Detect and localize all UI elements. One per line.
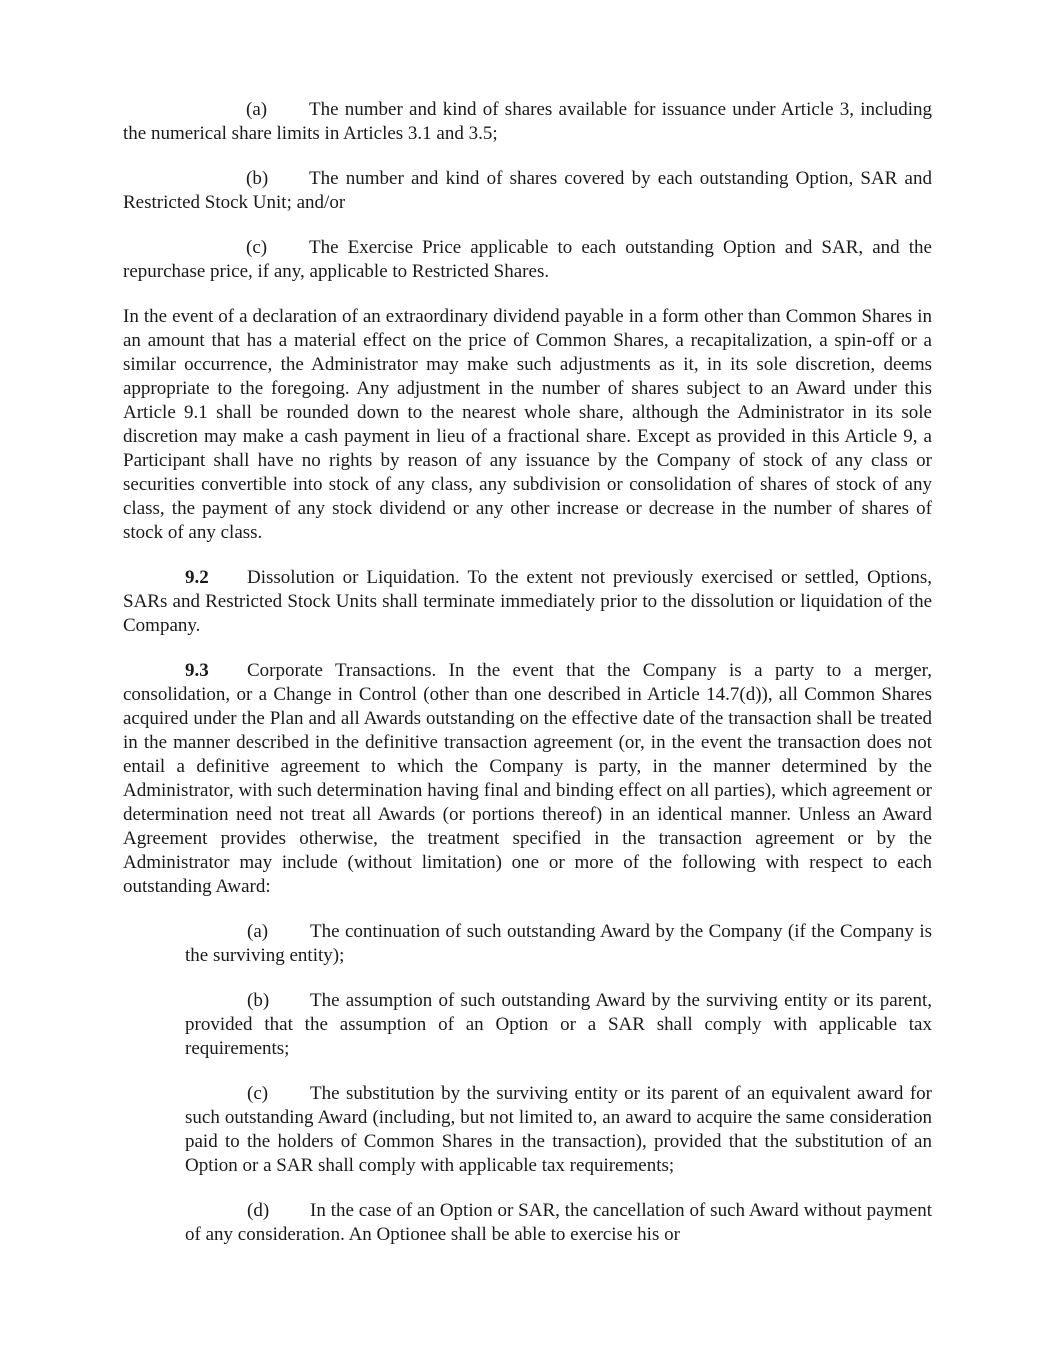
section-9-2 [123, 566, 932, 638]
list-item-label: (d) [247, 1200, 270, 1221]
list-item-text: In the case of an Option or SAR, the cancellation of such Award without payment of any consideration. An Optionee shall be able to exercise his or [185, 1200, 932, 1245]
list-item-sub-d [185, 1199, 932, 1247]
list-item-top-a [123, 98, 932, 146]
section-number: 9.3 [185, 660, 209, 681]
list-item-text: The continuation of such outstanding Award by the Company (if the Company is the surviving entity); [185, 921, 932, 966]
list-item-label: (b) [246, 168, 269, 189]
list-item-sub-c [185, 1082, 932, 1178]
list-item-text: The number and kind of shares available for issuance under Article 3, including the numerical share limits in Articles 3.1 and 3.5; [123, 99, 932, 144]
list-item-label: (c) [247, 1083, 269, 1104]
list-item-label: (a) [246, 99, 268, 120]
list-item-sub-a [185, 920, 932, 968]
list-item-text: The substitution by the surviving entity or its parent of an equivalent award for such outstanding Award (including, but not limited to, an award to acquire the same consideration paid to the holders of Common Shares in the transaction), provided that the substitution of an Option or a SAR shall comply with applicable tax requirements; [185, 1083, 932, 1176]
list-item-label: (c) [246, 237, 268, 258]
section-number: 9.2 [185, 567, 209, 588]
paragraph-adjustments: In the event of a declaration of an extraordinary dividend payable in a form other than Common Shares in an amount that has a material effect on the price of Common Shares, a recapitalization, a spin-off or a similar occurrence, the Administrator may make such adjustments as it, in its sole discretion, deems appropriate to the foregoing. Any adjustment in the number of shares subject to an Award under this Article 9.1 shall be rounded down to the nearest whole share, although the Administrator in its sole discretion may make a cash payment in lieu of a fractional share. Except as provided in this Article 9, a Participant shall have no rights by reason of any issuance by the Company of stock of any class or securities convertible into stock of any class, any subdivision or consolidation of shares of stock of any class, the payment of any stock dividend or any other increase or decrease in the number of shares of stock of any class. [123, 306, 932, 543]
list-item-sub-b [185, 989, 932, 1061]
list-item-label: (b) [247, 990, 270, 1011]
list-item-text: The assumption of such outstanding Award by the surviving entity or its parent, provided that the assumption of an Option or a SAR shall comply with applicable tax requirements; [185, 990, 932, 1059]
list-item-label: (a) [247, 921, 269, 942]
list-item-top-c [123, 236, 932, 284]
list-item-text: The Exercise Price applicable to each outstanding Option and SAR, and the repurchase price, if any, applicable to Restricted Shares. [123, 237, 932, 282]
section-text: Dissolution or Liquidation. To the extent not previously exercised or settled, Options, SARs and Restricted Stock Units shall terminate immediately prior to the dissolution or liquidation of the Company. [123, 567, 932, 636]
list-item-text: The number and kind of shares covered by each outstanding Option, SAR and Restricted Stock Unit; and/or [123, 168, 932, 213]
section-text: Corporate Transactions. In the event that the Company is a party to a merger, consolidation, or a Change in Control (other than one described in Article 14.7(d)), all Common Shares acquired under the Plan and all Awards outstanding on the effective date of the transaction shall be treated in the manner described in the definitive transaction agreement (or, in the event the transaction does not entail a definitive agreement to which the Company is party, in the manner determined by the Administrator, with such determination having final and binding effect on all parties), which agreement or determination need not treat all Awards (or portions thereof) in an identical manner. Unless an Award Agreement provides otherwise, the treatment specified in the transaction agreement or by the Administrator may include (without limitation) one or more of the following with respect to each outstanding Award: [123, 660, 932, 897]
list-item-top-b [123, 167, 932, 215]
section-9-3 [123, 659, 932, 899]
